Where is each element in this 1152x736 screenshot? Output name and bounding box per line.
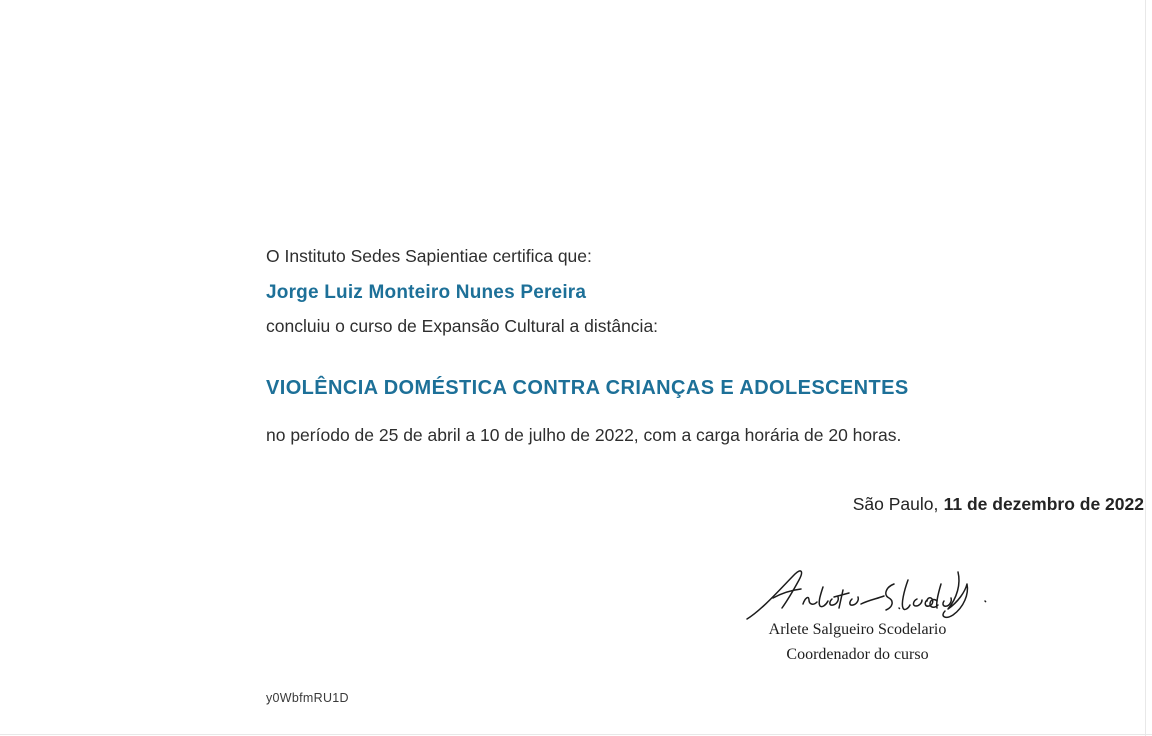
issue-date-line [853,494,1144,515]
handwritten-signature-icon [742,563,992,625]
recipient-name: Jorge Luiz Monteiro Nunes Pereira [266,282,587,303]
certificate-intro-text: O Instituto Sedes Sapientiae certifica que: [266,246,592,266]
signer-name: Arlete Salgueiro Scodelario [768,621,947,638]
course-period-text: no período de 25 de abril a 10 de julho de 2022, com a carga horária de 20 horas. [266,425,902,445]
signer-role: Coordenador do curso [786,646,929,663]
course-intro-text: concluiu o curso de Expansão Cultural a distância: [266,316,659,336]
issue-date: 11 de dezembro de 2022 [943,494,1144,514]
page-bottom-edge-divider [0,734,1152,735]
course-title: VIOLÊNCIA DOMÉSTICA CONTRA CRIANÇAS E ADOLESCENTES [266,377,909,399]
issue-place: São Paulo, [852,494,939,514]
document-code: y0WbfmRU1D [266,691,349,705]
page-right-edge-divider [1145,0,1146,736]
